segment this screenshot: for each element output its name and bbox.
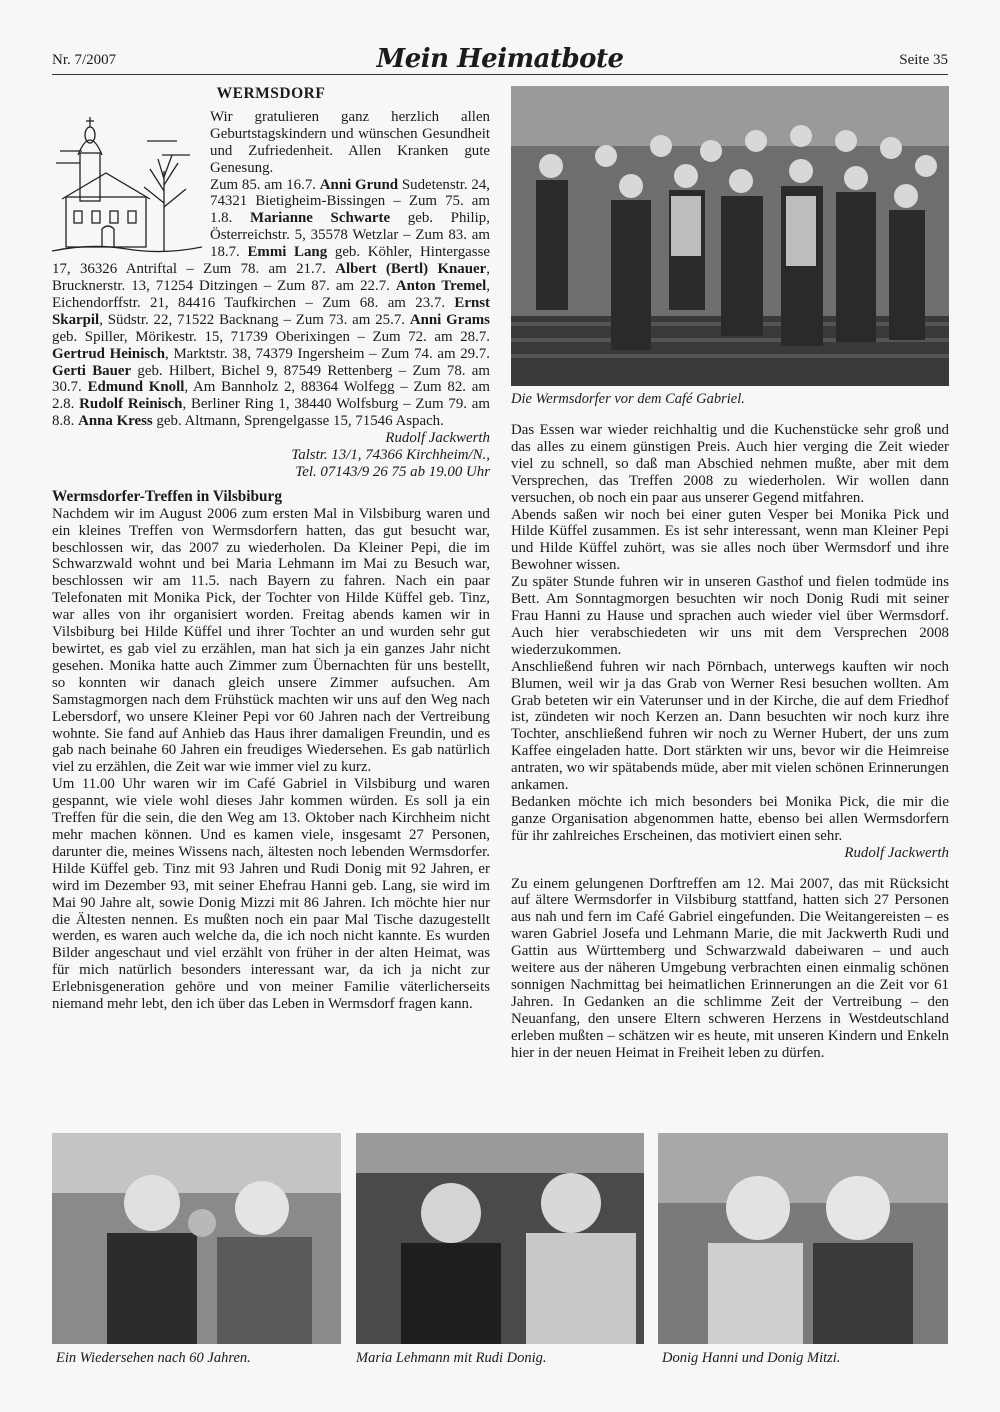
article-paragraph: Nachdem wir im August 2006 zum ersten Mal in Vilsbiburg waren und ein kleines Treffen von Wermsdorfern hatten, das gut besucht war, beschlossen wir, das 2007 zu wiederholen. Da Kleiner Pepi, die im Schwarzwald wohnt und bei Maria Lehmann im Mai zu Besuch war, beschlossen wir am 11.5. nach Bayern zu fahren. Nach ein paar Telefonaten mit Monika Pick, der Tochter von Hilde Küffel geb. Tinz, war alles von ihr organisiert worden. Freitag abends kamen wir in Vilsbiburg bei Hilde Küffel und ihrer Tochter an und wurden sehr gut bewirtet, es gab viel zu erzählen, man hat sich ja ein ganzes Jahr nicht gesehen. Monika hatte auch Zimmer zum Übernachten für uns bestellt, so konnten wir danach gleich unsere Zimmer aufsuchen. Am Samstagmorgen nach dem Frühstück machten wir uns auf den Weg nach Lebersdorf, wo unsere Kleiner Pepi vor 60 Jahren nach der Vertreibung wohnte. Sie fand auf Anhieb das Haus ihrer damaligen Freundin, und es gab nach beinahe 60 Jahren ein freudiges Wiedersehen. Es gab natürlich viel zu erzählen, die Zeit war wie immer viel zu kurz. xyxy=(52,505,490,776)
masthead-logo: Mein Heimatbote xyxy=(376,44,624,74)
page-number: Seite 35 xyxy=(899,52,948,68)
article-paragraph: Zu später Stunde fuhren wir in unseren Gasthof und fielen todmüde ins Bett. Am Sonntagmorgen besuchten wir noch Donig Rudi mit seiner Frau Hanni zu Hause und sprachen auch wieder viel über Wermsdorf. Auch hier verabschiedeten wir uns mit dem Versprechen 2008 wiederzukommen. xyxy=(511,574,949,658)
article-paragraph: Abends saßen wir noch bei einer guten Vesper bei Monika Pick und Hilde Küffel zusammen. Es ist sehr interessant, wenn man Kleiner Pepi und Hilde Küffel zuhört, was sie alles noch über Wermsdorf und ihre Bewohner wissen. xyxy=(511,506,949,574)
page-header xyxy=(52,44,948,75)
article-paragraph: Bedanken möchte ich mich besonders bei Monika Pick, die mir die ganze Organisation abgenommen hatte, ebenso bei allen Wermsdorfern für ihr zahlreiches Erscheinen, das motiviert einen sehr. xyxy=(511,793,949,844)
photo-donig-sisters-image xyxy=(658,1133,948,1344)
author-signature: Rudolf Jackwerth xyxy=(844,844,949,861)
article-heading: Wermsdorfer-Treffen in Vilsbiburg xyxy=(52,487,282,505)
author-phone: Tel. 07143/9 26 75 ab 19.00 Uhr xyxy=(295,463,490,480)
photo-caption: Maria Lehmann mit Rudi Donig. xyxy=(356,1350,547,1366)
group-photo xyxy=(511,86,949,386)
article-paragraph: Zu einem gelungenen Dorftreffen am 12. Mai 2007, das mit Rücksicht auf ältere Wermsdorfer in Vilsbiburg stattfand, hatten sich 27 Personen aus nah und fern im Café Gabriel eingefunden. Die Weitangereisten – es waren Gabriel Josefa und Lehmann Marie, die mit Jackwerth Rudi und Gattin aus Württemberg und Schwarzwald dabeiwaren – und auch weitere aus der näheren Umgebung verbrachten einen einmalig schönen sonnigen Nachmittag bei heimatlichen Erinnerungen an die Zeit vor 61 Jahren. In Gedanken an die schlimme Zeit der Vertreibung – den Neuanfang, den unsere Eltern schweren Herzens in Westdeutschland erleben mußten – schätzen wir es heute, mit unseren Kindern und Enkeln hier in der neuen Heimat in Freiheit leben zu dürfen. xyxy=(511,875,949,1061)
church-drawing-icon xyxy=(52,111,202,259)
photo-caption: Die Wermsdorfer vor dem Café Gabriel. xyxy=(511,391,745,407)
photo-reunion xyxy=(52,1133,341,1344)
right-column xyxy=(511,422,949,1062)
article-paragraph: Das Essen war wieder reichhaltig und die Kuchenstücke sehr groß und das alles zu einem günstigen Preis. Auch hier verging die Zeit wieder viel zu schnell, so daß man Abschied nehmen mußte, aber mit dem Versprechen, das Treffen 2008 zu wiederholen. Wir wollen dann versuchen, ob noch ein paar aus unserer Gegend mitfahren. xyxy=(511,422,949,506)
article-paragraph: Anschließend fuhren wir nach Pörnbach, unterwegs kauften wir noch Blumen, weil wir ja das Grab von Werner Resi besuchen wollten. Am Grab beteten wir ein Vaterunser und in der Kirche, die auf dem Friedhof ist, zündeten wir noch Kerzen an. Dann besuchten wir noch kurz ihre Tochter, anschließend fuhren wir noch zu Werner Hubert, der uns zum Kaffee eingeladen hatte. Dort stärkten wir uns, bevor wir die Heimreise antraten, wo wir spätabends müde, aber mit vielen schönen Erinnerungen ankamen. xyxy=(511,658,949,794)
birthday-intro: Wir gratulieren ganz herzlich allen Geburtstagskindern und wünschen Gesundheit und Zufriedenheit. Allen Kranken gute Genesung. xyxy=(210,108,490,176)
author-address: Talstr. 13/1, 74366 Kirchheim/N., xyxy=(291,447,490,464)
left-column xyxy=(52,86,490,1013)
photo-donig-sisters xyxy=(658,1133,948,1344)
photo-reunion-image xyxy=(52,1133,341,1344)
photo-caption: Donig Hanni und Donig Mitzi. xyxy=(662,1350,841,1366)
section-title: WERMSDORF xyxy=(216,85,326,102)
photo-caption: Ein Wiedersehen nach 60 Jahren. xyxy=(56,1350,251,1366)
author-signature: Rudolf Jackwerth xyxy=(385,430,490,447)
group-photo-image xyxy=(511,86,949,386)
article-paragraph: Um 11.00 Uhr waren wir im Café Gabriel in Vilsbiburg und waren gespannt, wie viele wohl dieses Jahr kommen würden. Es soll ja ein Treffen für die sein, die den Weg am 13. Oktober nach Kirchheim nicht mehr machen können. Und es kamen viele, insgesamt 27 Personen, darunter die, meines Wissens nach, ältesten noch lebenden Wermsdorfer. Hilde Küffel geb. Tinz mit 93 Jahren und Rudi Donig mit 92 Jahren, er wird im Dezember 93, mit seiner Ehefrau Hanni geb. Lang, sie wird im Mai 90 Jahre alt, sowie Donig Mizzi mit 86 Jahren. Ich möchte hier nur die Ältesten nennen. Es mußten noch ein paar Mal Tische dazugestellt werden, es waren auch welche da, die ich noch nicht kannte. Es wurden Bilder angeschaut und viel erzählt von früher in der alten Heimat, was für mich natürlich besonders interessant war, da ich ja nicht zur Erlebnisgeneration gehöre und von meiner Familie väterlicherseits niemand mehr lebt, den ich über das Leben in Wermsdorf fragen kann. xyxy=(52,776,490,1013)
photo-lehmann-donig xyxy=(356,1133,644,1344)
issue-number: Nr. 7/2007 xyxy=(52,52,117,68)
birthday-list: Zum 85. am 16.7. Anni Grund Sudetenstr. 24, 74321 Bietigheim-Bissingen – Zum 75. am 1.8. Marianne Schwarte geb. Philip, Österreichstr. 5, 35578 Wetzlar – Zum 83. am 18.7. Emmi Lang geb. Köhler, Hintergasse 17, 36326 Antriftal – Zum 78. am 21.7. Albert (Bertl) Knauer, Brucknerstr. 13, 71254 Ditzingen – Zum 87. am 22.7. Anton Tremel, Eichendorffstr. 21, 84416 Taufkirchen – Zum 68. am 23.7. Ernst Skarpil, Südstr. 22, 71522 Backnang – Zum 73. am 25.7. Anni Grams geb. Spiller, Mörikestr. 15, 71739 Oberixingen – Zum 72. am 28.7. Gertrud Heinisch, Marktstr. 38, 74379 Ingersheim – Zum 74. am 29.7. Gerti Bauer geb. Hilbert, Bichel 9, 87549 Rettenberg – Zum 78. am 30.7. Edmund Knoll, Am Bannholz 2, 88364 Wolfegg – Zum 82. am 2.8. Rudolf Reinisch, Berliner Ring 1, 38440 Wolfsburg – Zum 79. am 8.8. Anna Kress geb. Altmann, Sprengelgasse 15, 71546 Aspach. xyxy=(52,176,490,430)
photo-lehmann-donig-image xyxy=(356,1133,644,1344)
